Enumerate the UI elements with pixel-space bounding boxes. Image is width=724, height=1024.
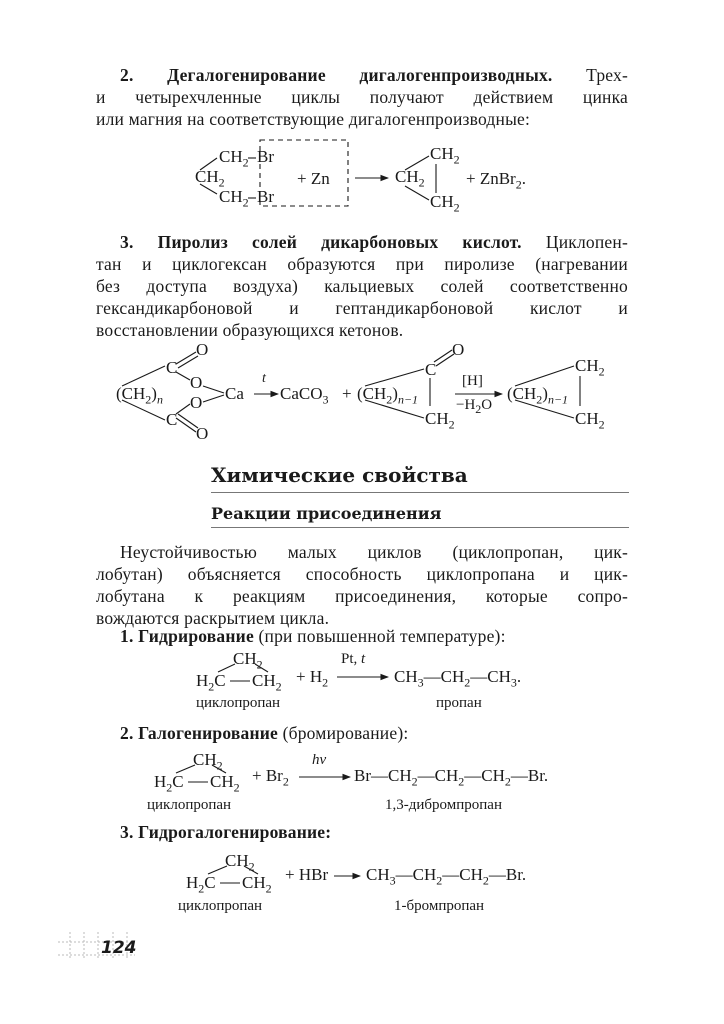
formula-ch2: $CH_2$	[575, 409, 605, 432]
sec3-line-2: тан и циклогексан образуются при пиролизе (нагревании	[96, 254, 628, 274]
formula-ch2: $CH_2$	[210, 772, 240, 795]
atom-o: O	[190, 373, 203, 392]
plus-br2: + $Br_2$	[252, 766, 289, 789]
bond-line	[178, 356, 198, 368]
formula-h2c: $H_2C$	[196, 671, 226, 694]
plus-hbr: + HBr	[285, 865, 329, 884]
bond-line	[203, 386, 224, 393]
formula-ch2n-1: $(CH_2)_{n-1}$	[507, 384, 569, 407]
formula-br: Br	[257, 147, 274, 166]
sec3-line-3: без доступа воздуха) кальциевых солей соответственно	[96, 276, 628, 296]
caption-bromopropane: 1-бромпропан	[394, 898, 485, 914]
atom-o: O	[196, 340, 209, 359]
sec3-line-1: 3. Пиролиз солей дикарбоновых кислот. Циклопен-	[120, 232, 628, 252]
intro-line-4: вождаются раскрытием цикла.	[96, 608, 330, 628]
sec3-heading: 3. Пиролиз солей дикарбоновых кислот.	[120, 232, 522, 252]
atom-o: O	[452, 340, 465, 359]
heading-rule	[211, 527, 629, 528]
bond-line	[122, 366, 165, 386]
bond-line	[176, 352, 196, 364]
formula-ch2: $CH_2$	[233, 649, 263, 672]
formula-br: Br	[257, 187, 274, 206]
sec2-heading: 2. Дегалогенирование дигалогенпроизводных.	[120, 65, 553, 85]
r2-heading-line: 2. Галогенирование (бромирование):	[120, 723, 409, 743]
formula-ch2: $CH_2$	[242, 873, 272, 896]
plus-sign: +	[342, 384, 352, 403]
formula-ch2: $CH_2$	[430, 192, 460, 215]
condition-minus-h2o: $-H_2O$	[456, 397, 493, 416]
caption-cyclopropane: циклопропан	[196, 695, 281, 711]
r3-heading-line	[96, 821, 628, 843]
bond-line	[176, 404, 190, 414]
intro-line-1: Неустойчивостью малых циклов (циклопропан, цик-	[120, 542, 628, 562]
caption-dibromopropane: 1,3-дибромпропан	[385, 797, 502, 813]
atom-o: O	[196, 424, 209, 443]
bond-line	[176, 418, 196, 432]
sec2-line-3: или магния на соответствующие дигалогенпроизводные:	[96, 109, 531, 129]
formula-ch2: $CH_2$	[195, 167, 225, 190]
r3-title: 3. Гидрогалогенирование:	[120, 822, 332, 842]
formula-h2c: $H_2C$	[186, 873, 216, 896]
plus-h2: + $H_2$	[296, 667, 329, 690]
formula-ch2: $CH_2$	[425, 409, 455, 432]
atom-ca: Ca	[225, 384, 244, 403]
formula-ch2: $CH_2$	[219, 187, 249, 210]
formula-ch2: $CH_2$	[219, 147, 249, 170]
formula-ch2: $CH_2$	[252, 671, 282, 694]
r2-title: 2. Галогенирование	[120, 723, 279, 743]
sec2-line-1: 2. Дегалогенирование дигалогенпроизводных. Трех-	[120, 65, 629, 85]
formula-ch2: $CH_2$	[225, 851, 255, 874]
formula-ch2n: $(CH_2)_n$	[116, 384, 163, 407]
r1-heading-line: 1. Гидрирование (при повышенной температуре):	[120, 626, 506, 646]
bond-line	[434, 350, 452, 362]
sec3-line-5: восстановлении образующихся кетонов.	[96, 320, 404, 340]
formula-ch2n-1: $(CH_2)_{n-1}$	[357, 384, 419, 407]
product-propane: $CH_3—CH_2—CH_3$.	[394, 667, 522, 690]
product-bromopropane: $CH_3—CH_2—CH_2—Br$.	[366, 865, 527, 888]
heading-chemical-properties: Химические свойства	[211, 463, 468, 487]
product-dibromopropane: $Br—CH_2—CH_2—CH_2—Br$.	[354, 766, 549, 789]
formula-caco3: CaCO$_3$	[280, 384, 329, 407]
atom-o: O	[190, 393, 203, 412]
atom-c: C	[166, 358, 178, 377]
caption-propane: пропан	[436, 695, 482, 711]
heading-rule	[211, 492, 629, 493]
caption-cyclopropane: циклопропан	[147, 797, 232, 813]
bond-line	[178, 414, 198, 428]
formula-ch2: $CH_2$	[430, 144, 460, 167]
plus-zn: + Zn	[297, 169, 330, 188]
intro-line-2: лобутан) объясняется способность циклопропана и цик-	[96, 564, 628, 584]
formula-ch2: $CH_2$	[575, 356, 605, 379]
bond-line	[203, 395, 224, 402]
formula-ch2: $CH_2$	[193, 750, 223, 773]
bond-line	[515, 366, 574, 386]
condition-pt-t: Pt, t	[341, 651, 366, 667]
heading-addition-reactions: Реакции присоединения	[211, 504, 442, 523]
condition-t: t	[262, 371, 266, 386]
formula-ch2: $CH_2$	[395, 167, 425, 190]
atom-c: C	[166, 410, 178, 429]
bond-line	[176, 372, 190, 380]
r1-title: 1. Гидрирование	[120, 626, 254, 646]
atom-c: C	[425, 360, 437, 379]
caption-cyclopropane: циклопропан	[178, 898, 263, 914]
page-number: 124	[101, 938, 137, 958]
condition-hv: hν	[312, 752, 327, 768]
sec2-line-2: и четырехчленные циклы получают действием цинка	[96, 87, 628, 107]
condition-h: [H]	[462, 373, 483, 389]
intro-line-3: лобутана к реакциям присоединения, которые сопро-	[96, 586, 628, 606]
formula-h2c: $H_2C$	[154, 772, 184, 795]
plus-znbr2: + ZnBr$_2$.	[466, 169, 526, 192]
sec3-line-4: гександикарбоновой и гептандикарбоновой кислот и	[96, 298, 628, 318]
